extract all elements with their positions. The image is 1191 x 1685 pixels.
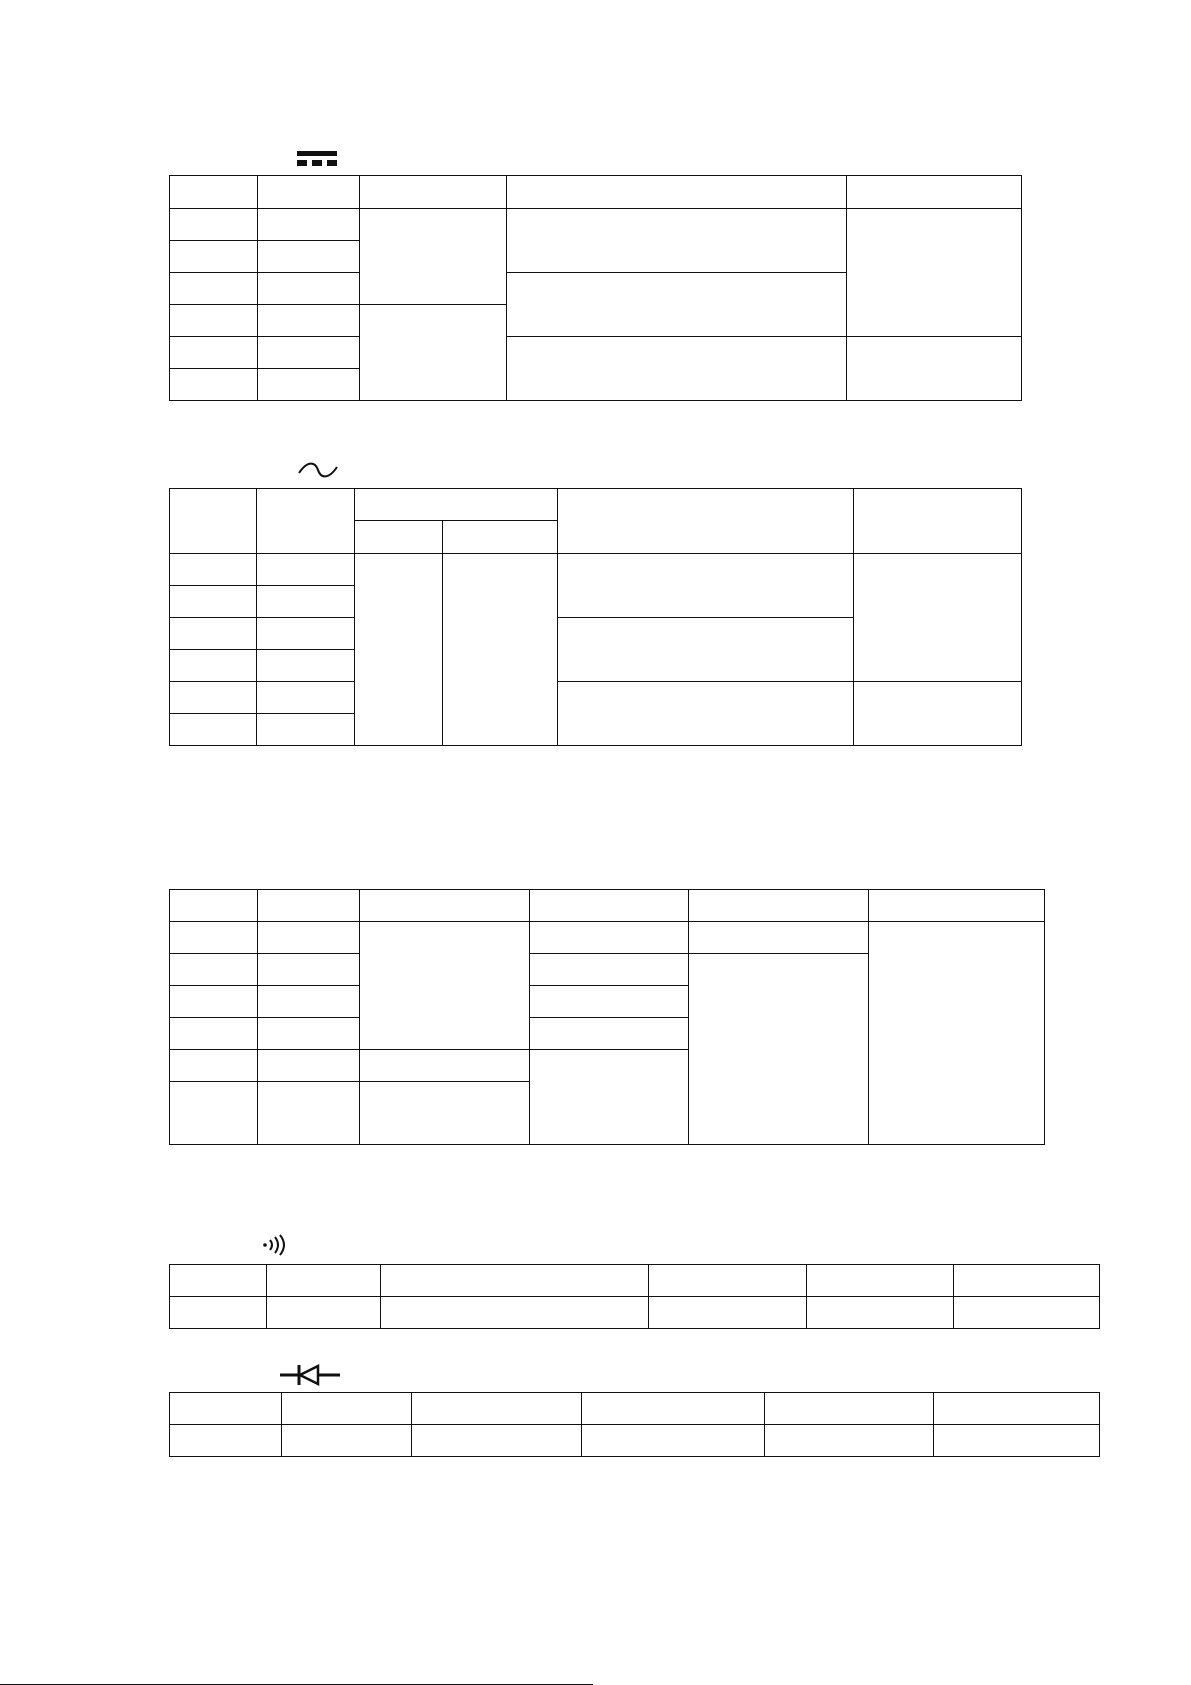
table-cell bbox=[257, 618, 355, 650]
table-cell bbox=[267, 1265, 381, 1297]
table-cell bbox=[258, 241, 360, 273]
table-cell bbox=[558, 682, 854, 746]
table-cell bbox=[257, 586, 355, 618]
table-cell bbox=[258, 1082, 360, 1145]
table-cell bbox=[847, 176, 1022, 209]
table-cell bbox=[170, 986, 258, 1018]
table-cell bbox=[934, 1393, 1100, 1425]
table-cell bbox=[257, 650, 355, 682]
table-cell bbox=[360, 890, 530, 922]
table-row bbox=[170, 1425, 1100, 1457]
table-cell bbox=[170, 1297, 267, 1329]
table-cell bbox=[360, 1050, 530, 1082]
table-cell bbox=[558, 554, 854, 618]
table-cell bbox=[689, 954, 869, 1145]
table-cell bbox=[954, 1265, 1100, 1297]
table-cell bbox=[443, 554, 558, 746]
table-cell bbox=[257, 682, 355, 714]
table-cell bbox=[412, 1425, 582, 1457]
table-cell bbox=[257, 554, 355, 586]
table-row bbox=[170, 489, 1022, 521]
table-cell bbox=[507, 176, 847, 209]
table-cell bbox=[170, 1082, 258, 1145]
table-cell bbox=[258, 273, 360, 305]
table-cell bbox=[934, 1425, 1100, 1457]
table-row bbox=[170, 176, 1022, 209]
ac-wave-icon bbox=[297, 460, 339, 480]
table-cell bbox=[558, 618, 854, 682]
table-cell bbox=[170, 682, 257, 714]
ac-spec-table bbox=[169, 488, 1022, 746]
table-cell bbox=[170, 954, 258, 986]
table-cell bbox=[170, 890, 258, 922]
table-cell bbox=[170, 554, 257, 586]
table-cell bbox=[649, 1265, 807, 1297]
table-row bbox=[170, 209, 1022, 241]
table-cell bbox=[258, 922, 360, 954]
table-cell bbox=[258, 1018, 360, 1050]
table-cell bbox=[530, 954, 689, 986]
table-cell bbox=[954, 1297, 1100, 1329]
table-cell bbox=[869, 890, 1045, 922]
table-cell bbox=[558, 489, 854, 554]
table-cell bbox=[765, 1393, 934, 1425]
table-cell bbox=[267, 1297, 381, 1329]
table-cell bbox=[854, 682, 1022, 746]
table-cell bbox=[170, 1265, 267, 1297]
table-cell bbox=[530, 890, 689, 922]
table-cell bbox=[689, 890, 869, 922]
table-cell bbox=[869, 922, 1045, 1145]
table-cell bbox=[258, 305, 360, 337]
table-cell bbox=[170, 714, 257, 746]
continuity-table bbox=[169, 1264, 1100, 1329]
table-cell bbox=[355, 521, 443, 554]
table-cell bbox=[170, 176, 258, 209]
table-cell bbox=[443, 521, 558, 554]
table-cell bbox=[282, 1393, 412, 1425]
table-cell bbox=[689, 922, 869, 954]
table-cell bbox=[854, 554, 1022, 682]
table-cell bbox=[170, 337, 258, 369]
table-cell bbox=[258, 1050, 360, 1082]
table-cell bbox=[257, 489, 355, 554]
table-row bbox=[170, 1393, 1100, 1425]
table-cell bbox=[649, 1297, 807, 1329]
table-cell bbox=[170, 305, 258, 337]
table-cell bbox=[170, 1393, 282, 1425]
table-row bbox=[170, 554, 1022, 586]
table-row bbox=[170, 1265, 1100, 1297]
table-cell bbox=[360, 1082, 530, 1145]
table-row bbox=[170, 1297, 1100, 1329]
table-row bbox=[170, 337, 1022, 369]
table-cell bbox=[847, 209, 1022, 337]
table-row bbox=[170, 682, 1022, 714]
dc-symbol-icon bbox=[297, 151, 337, 168]
spec-table-3 bbox=[169, 889, 1045, 1145]
table-row bbox=[170, 922, 1045, 954]
table-cell bbox=[507, 337, 847, 401]
table-cell bbox=[582, 1393, 765, 1425]
table-cell bbox=[355, 554, 443, 746]
table-cell bbox=[282, 1425, 412, 1457]
table-cell bbox=[507, 273, 847, 337]
table-cell bbox=[257, 714, 355, 746]
table-cell bbox=[170, 586, 257, 618]
table-cell bbox=[582, 1425, 765, 1457]
table-cell bbox=[170, 241, 258, 273]
table-cell bbox=[381, 1265, 649, 1297]
table-cell bbox=[170, 369, 258, 401]
table-cell bbox=[170, 1050, 258, 1082]
table-cell bbox=[258, 209, 360, 241]
table-cell bbox=[530, 922, 689, 954]
table-cell bbox=[258, 369, 360, 401]
table-cell bbox=[412, 1393, 582, 1425]
table-cell bbox=[807, 1265, 954, 1297]
table-cell bbox=[507, 209, 847, 273]
table-cell bbox=[258, 954, 360, 986]
table-cell bbox=[530, 1018, 689, 1050]
table-cell bbox=[170, 1018, 258, 1050]
table-cell bbox=[170, 618, 257, 650]
table-cell bbox=[530, 1050, 689, 1145]
table-cell bbox=[360, 305, 507, 401]
table-cell bbox=[258, 176, 360, 209]
continuity-beeper-icon bbox=[262, 1234, 290, 1256]
table-cell bbox=[854, 489, 1022, 554]
table-cell bbox=[170, 209, 258, 241]
table-cell bbox=[360, 922, 530, 1050]
dc-spec-table bbox=[169, 175, 1022, 401]
table-cell bbox=[258, 986, 360, 1018]
table-cell bbox=[170, 273, 258, 305]
table-cell bbox=[170, 489, 257, 554]
table-cell bbox=[807, 1297, 954, 1329]
table-cell bbox=[355, 489, 558, 521]
table-cell bbox=[847, 337, 1022, 401]
table-row bbox=[170, 890, 1045, 922]
table-cell bbox=[258, 890, 360, 922]
table-cell bbox=[765, 1425, 934, 1457]
table-cell bbox=[530, 986, 689, 1018]
table-cell bbox=[360, 209, 507, 305]
table-cell bbox=[170, 1425, 282, 1457]
table-cell bbox=[170, 922, 258, 954]
table-cell bbox=[258, 337, 360, 369]
diode-table bbox=[169, 1392, 1100, 1457]
table-cell bbox=[360, 176, 507, 209]
table-cell bbox=[170, 650, 257, 682]
diode-icon bbox=[280, 1364, 340, 1386]
table-cell bbox=[381, 1297, 649, 1329]
